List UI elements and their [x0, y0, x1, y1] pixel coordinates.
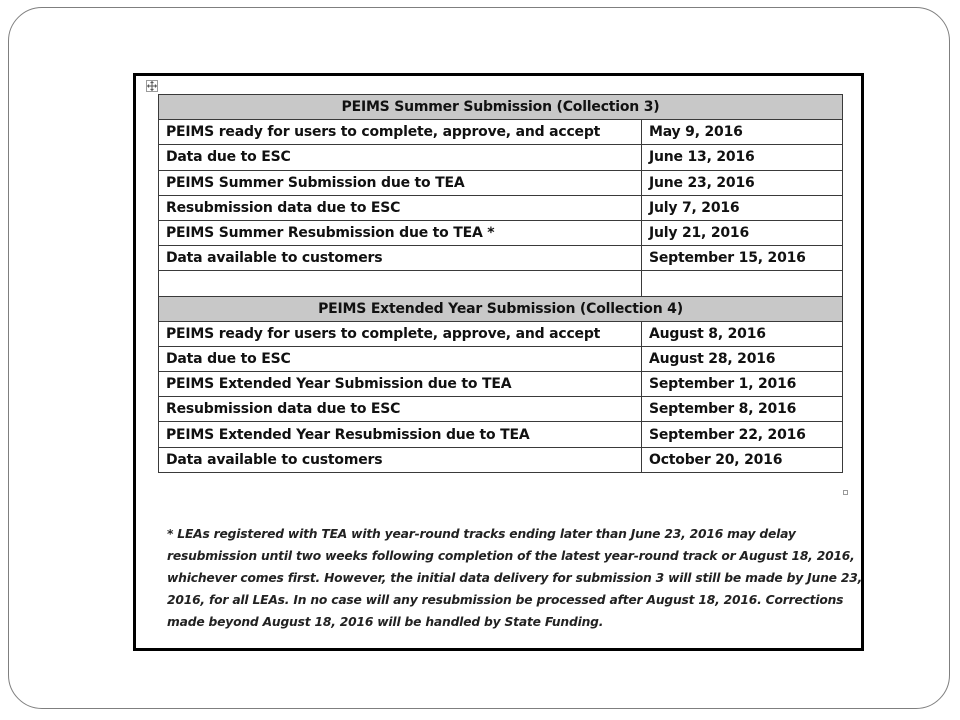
table-row: [159, 422, 843, 447]
table-row: [159, 120, 843, 145]
document-image: [133, 73, 864, 651]
table-row: [159, 145, 843, 170]
row-item: PEIMS ready for users to complete, approve, and accept: [159, 321, 642, 346]
footnote: [167, 523, 863, 633]
collection3-header-row: [159, 95, 843, 120]
row-date: August 8, 2016: [642, 321, 843, 346]
table-move-handle-icon[interactable]: [146, 80, 158, 92]
table-row: [159, 447, 843, 472]
row-item: PEIMS ready for users to complete, approve, and accept: [159, 120, 642, 145]
row-item: Resubmission data due to ESC: [159, 195, 642, 220]
row-item: [159, 271, 642, 296]
row-item: PEIMS Extended Year Resubmission due to TEA: [159, 422, 642, 447]
table-row: [159, 246, 843, 271]
footnote-line: made beyond August 18, 2016 will be handled by State Funding.: [167, 615, 604, 629]
collection3-title: PEIMS Summer Submission (Collection 3): [159, 95, 843, 120]
row-item: Data due to ESC: [159, 145, 642, 170]
collection4-title: PEIMS Extended Year Submission (Collection 4): [159, 296, 843, 321]
table-resize-handle-icon[interactable]: [843, 490, 848, 495]
table-row: [159, 372, 843, 397]
row-date: June 23, 2016: [642, 170, 843, 195]
row-date: June 13, 2016: [642, 145, 843, 170]
row-item: Resubmission data due to ESC: [159, 397, 642, 422]
footnote-line: whichever comes first. However, the initial data delivery for submission 3 will still be made by June 23,: [167, 571, 863, 585]
table-row: [159, 346, 843, 371]
table-row: [159, 195, 843, 220]
submission-schedule-table: [158, 94, 843, 473]
row-item: PEIMS Summer Resubmission due to TEA *: [159, 220, 642, 245]
row-date: May 9, 2016: [642, 120, 843, 145]
row-item: Data due to ESC: [159, 346, 642, 371]
row-date: October 20, 2016: [642, 447, 843, 472]
row-date: September 1, 2016: [642, 372, 843, 397]
row-item: PEIMS Summer Submission due to TEA: [159, 170, 642, 195]
row-item: Data available to customers: [159, 246, 642, 271]
table-row: [159, 321, 843, 346]
row-date: September 15, 2016: [642, 246, 843, 271]
row-item: PEIMS Extended Year Submission due to TEA: [159, 372, 642, 397]
row-date: [642, 271, 843, 296]
row-date: August 28, 2016: [642, 346, 843, 371]
slide-frame: [8, 7, 950, 709]
row-date: September 22, 2016: [642, 422, 843, 447]
row-item: Data available to customers: [159, 447, 642, 472]
row-date: July 21, 2016: [642, 220, 843, 245]
footnote-line: * LEAs registered with TEA with year-round tracks ending later than June 23, 2016 may delay: [167, 527, 796, 541]
table-row: [159, 397, 843, 422]
row-date: July 7, 2016: [642, 195, 843, 220]
footnote-line: 2016, for all LEAs. In no case will any resubmission be processed after August 18, 2016. Corrections: [167, 593, 844, 607]
footnote-line: resubmission until two weeks following completion of the latest year-round track or August 18, 2016,: [167, 549, 855, 563]
collection4-header-row: [159, 296, 843, 321]
row-date: September 8, 2016: [642, 397, 843, 422]
empty-table-row: [159, 271, 843, 296]
table-row: [159, 220, 843, 245]
table-row: [159, 170, 843, 195]
